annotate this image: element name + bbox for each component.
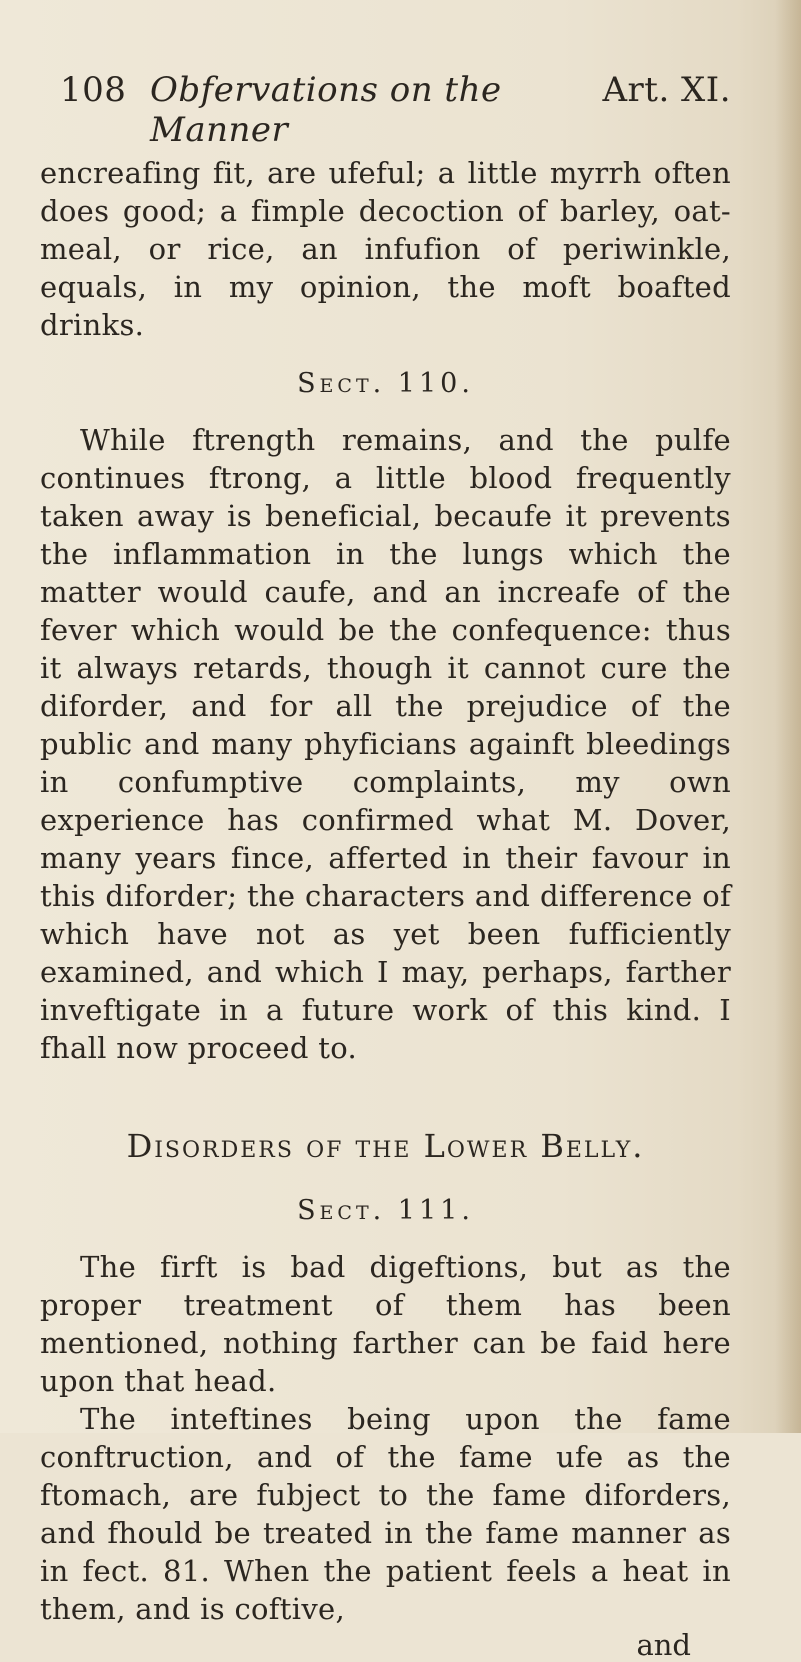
running-head xyxy=(40,70,731,150)
running-title: Obfervations on the Manner xyxy=(150,70,502,150)
article-number: Art. XI. xyxy=(602,70,731,110)
page-number: 108 xyxy=(60,70,127,110)
section-110-heading: Sect. 110. xyxy=(297,368,474,399)
section-111-heading: Sect. 111. xyxy=(297,1195,474,1226)
catchword: and xyxy=(636,1628,691,1662)
paragraph-4: The inteftines being upon the fame conftruction, and of the fame ufe as the ftomach, are fubject to the fame diforders, and fhould be treated in the fame manner as in fect. 81. When the patient feels a heat in them, and is coftive, xyxy=(40,1402,731,1626)
paragraph-3: The firft is bad digeftions, but as the proper treatment of them has been mentioned, nothing farther can be faid here upon that head. xyxy=(40,1250,731,1398)
chapter-heading: Disorders of the Lower Belly. xyxy=(126,1127,645,1165)
paragraph-2: While ftrength remains, and the pulfe continues ftrong, a little blood frequently taken away is beneficial, becaufe it prevents the inflammation in the lungs which the matter would caufe, and an increafe of the fever which would be the confequence: thus it always retards, though it cannot cure the diforder, and for all the prejudice of the public and many phyficians againft bleedings in confumptive complaints, my own experience has confirmed what M. Dover, many years fince, afferted in their favour in this diforder; the characters and difference of which have not as yet been fufficiently examined, and which I may, perhaps, farther inveftigate in a future work of this kind. I fhall now proceed to. xyxy=(40,423,731,1065)
paragraph-1: encreafing fit, are ufeful; a little myrrh often does good; a fimple decoction of barley, oat-meal, or rice, an infufion of periwinkle, equals, in my opinion, the moft boafted drinks. xyxy=(40,156,731,342)
page-edge-shadow xyxy=(775,0,801,1433)
